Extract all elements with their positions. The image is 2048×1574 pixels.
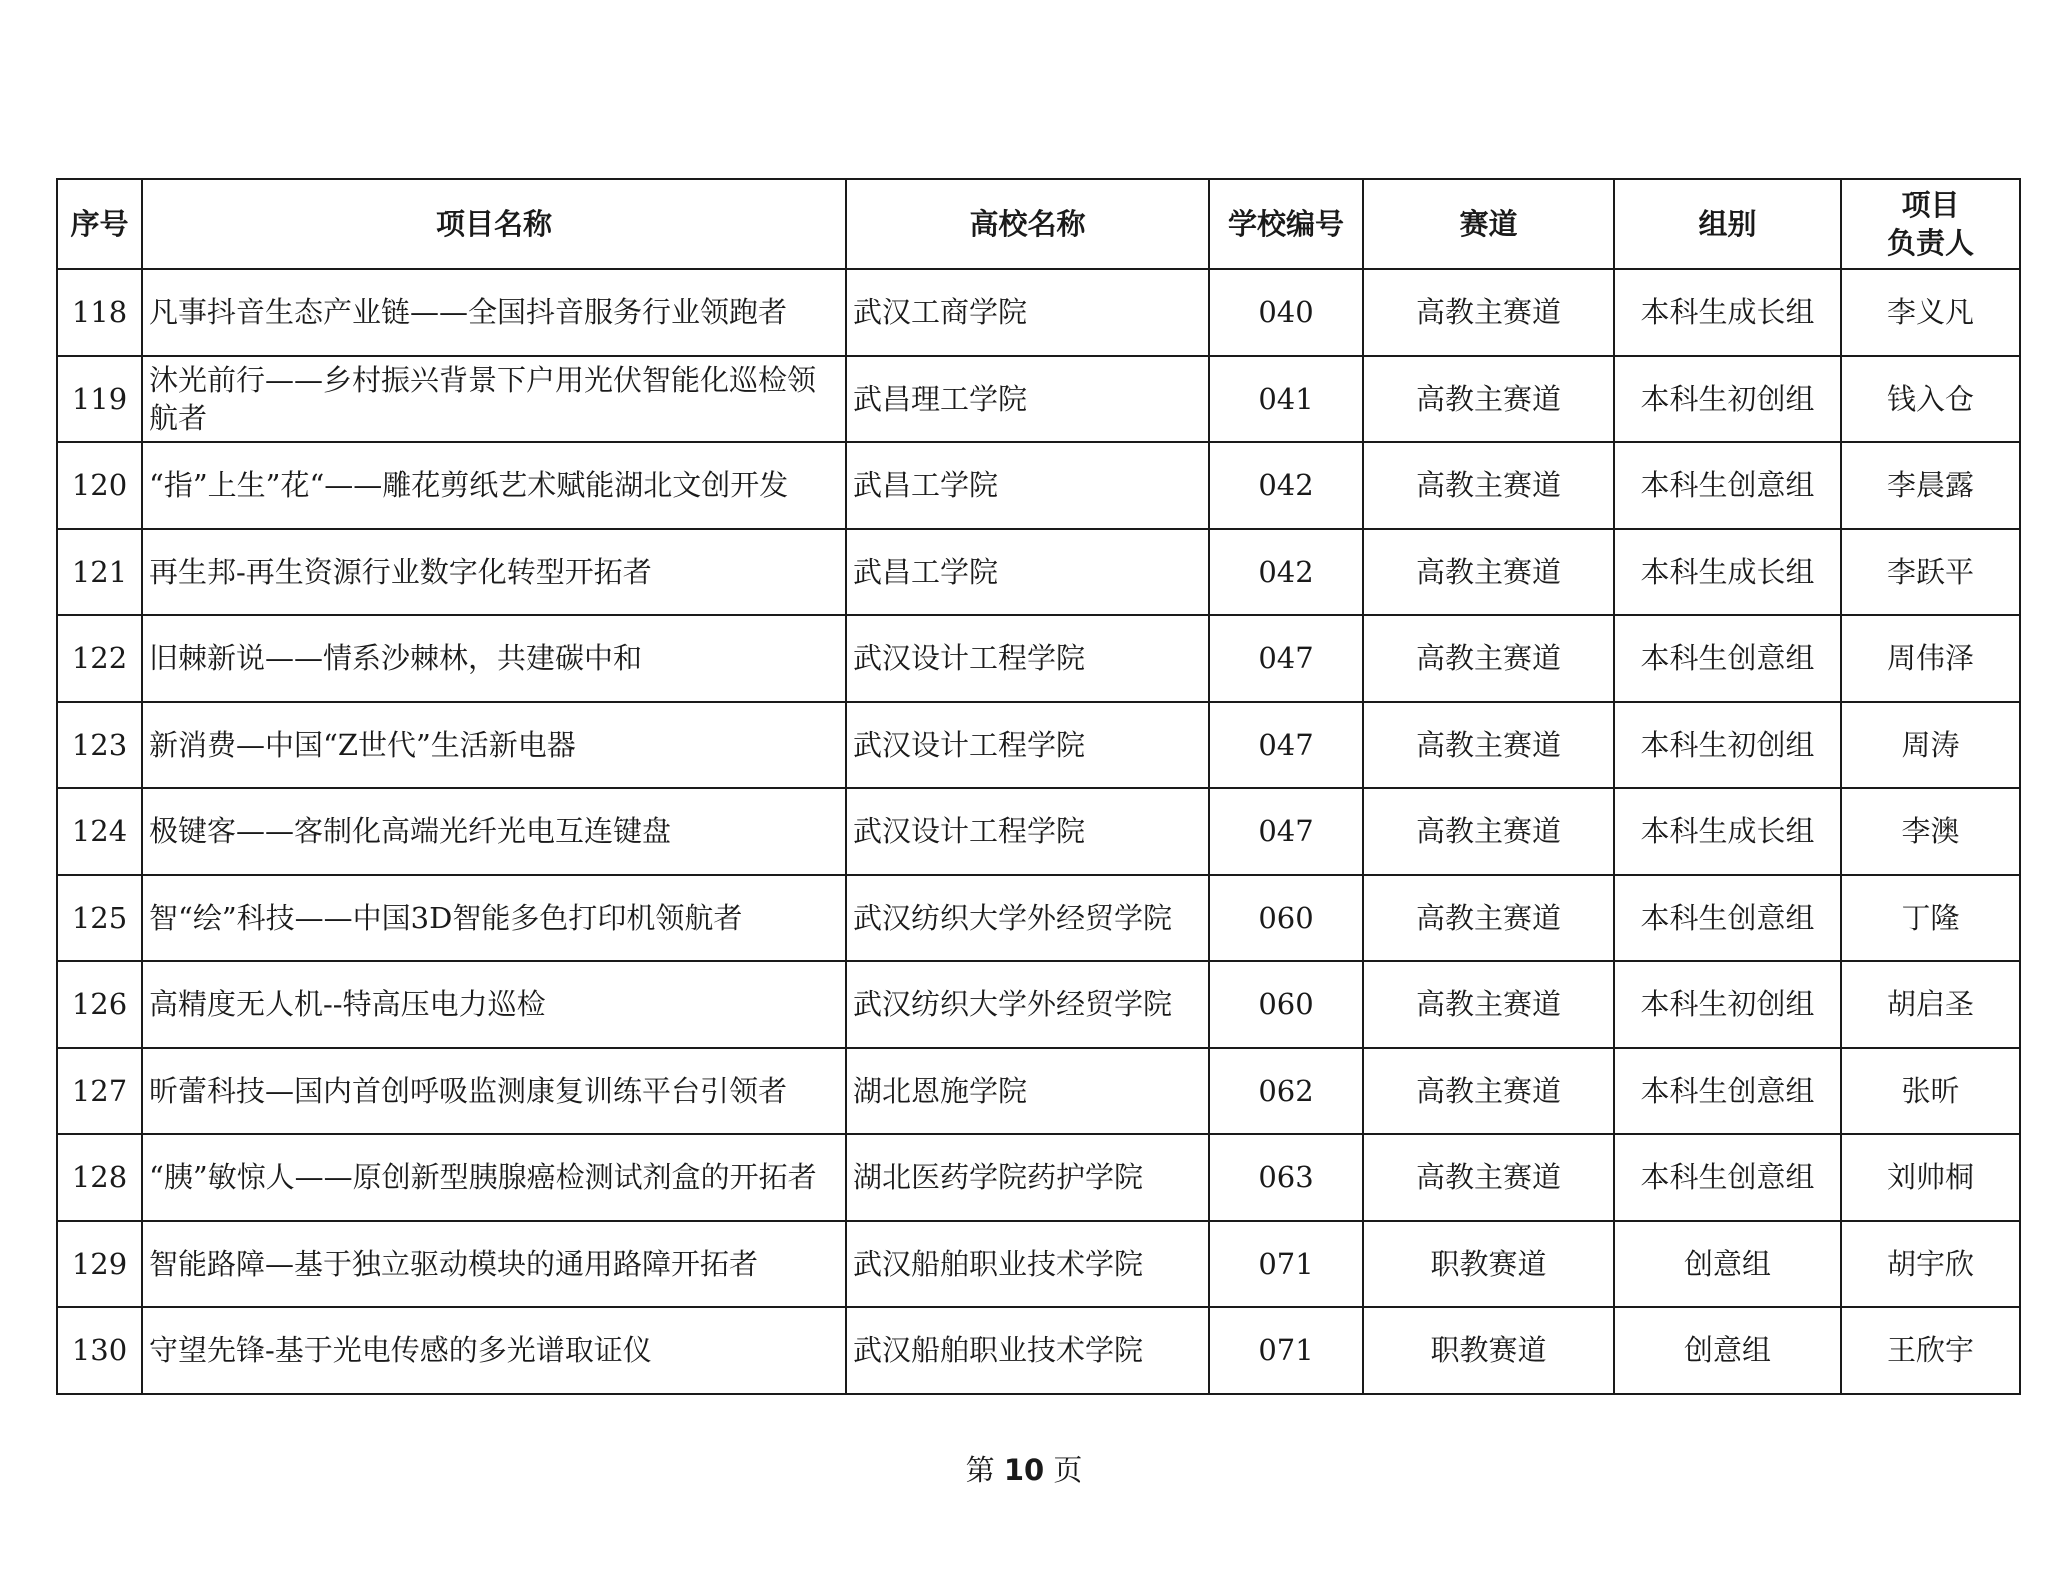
cell-group: 本科生创意组 [1614,1048,1841,1135]
cell-leader: 李澳 [1841,788,2020,875]
cell-track: 高教主赛道 [1363,1048,1614,1135]
footer-prefix: 第 [965,1453,995,1487]
cell-leader: 周涛 [1841,702,2020,789]
cell-project-name: 极键客——客制化高端光纤光电互连键盘 [142,788,846,875]
table-row [57,1221,2020,1308]
cell-track: 高教主赛道 [1363,788,1614,875]
table-row [57,1134,2020,1221]
table-row [57,615,2020,702]
header-school-name: 高校名称 [846,179,1209,269]
cell-school-name: 武昌理工学院 [846,356,1209,443]
cell-track: 高教主赛道 [1363,961,1614,1048]
cell-school-code: 060 [1209,875,1363,962]
cell-school-code: 071 [1209,1221,1363,1308]
table-row [57,875,2020,962]
cell-seq: 122 [57,615,142,702]
cell-track: 职教赛道 [1363,1307,1614,1394]
cell-leader: 胡启圣 [1841,961,2020,1048]
cell-leader: 胡宇欣 [1841,1221,2020,1308]
cell-project-name: 高精度无人机--特高压电力巡检 [142,961,846,1048]
cell-project-name: 凡事抖音生态产业链——全国抖音服务行业领跑者 [142,269,846,356]
cell-track: 高教主赛道 [1363,615,1614,702]
page-number: 10 [1003,1453,1045,1487]
cell-school-code: 047 [1209,702,1363,789]
cell-school-name: 湖北恩施学院 [846,1048,1209,1135]
cell-seq: 119 [57,356,142,443]
cell-group: 本科生创意组 [1614,615,1841,702]
cell-track: 高教主赛道 [1363,702,1614,789]
cell-leader: 李晨露 [1841,442,2020,529]
cell-track: 高教主赛道 [1363,1134,1614,1221]
table-row [57,529,2020,616]
cell-project-name: “胰”敏惊人——原创新型胰腺癌检测试剂盒的开拓者 [142,1134,846,1221]
table-row [57,961,2020,1048]
cell-project-name: 再生邦-再生资源行业数字化转型开拓者 [142,529,846,616]
cell-school-code: 041 [1209,356,1363,443]
cell-group: 本科生创意组 [1614,1134,1841,1221]
cell-school-name: 湖北医药学院药护学院 [846,1134,1209,1221]
cell-group: 本科生成长组 [1614,529,1841,616]
header-track: 赛道 [1363,179,1614,269]
cell-seq: 120 [57,442,142,529]
cell-project-name: 昕蕾科技—国内首创呼吸监测康复训练平台引领者 [142,1048,846,1135]
header-school-code: 学校编号 [1209,179,1363,269]
cell-group: 本科生初创组 [1614,961,1841,1048]
cell-leader: 张昕 [1841,1048,2020,1135]
cell-project-name: 新消费—中国“Z世代”生活新电器 [142,702,846,789]
cell-group: 本科生成长组 [1614,269,1841,356]
cell-school-name: 武汉工商学院 [846,269,1209,356]
cell-project-name: “指”上生”花“——雕花剪纸艺术赋能湖北文创开发 [142,442,846,529]
cell-group: 创意组 [1614,1307,1841,1394]
header-leader-line1: 项目 [1901,188,1960,222]
cell-school-name: 武汉纺织大学外经贸学院 [846,961,1209,1048]
table-row [57,269,2020,356]
header-row [57,179,2020,269]
cell-leader: 李义凡 [1841,269,2020,356]
table-row [57,356,2020,443]
cell-seq: 130 [57,1307,142,1394]
cell-school-name: 武汉设计工程学院 [846,788,1209,875]
table-row [57,788,2020,875]
cell-leader: 李跃平 [1841,529,2020,616]
cell-seq: 128 [57,1134,142,1221]
cell-track: 高教主赛道 [1363,529,1614,616]
header-seq: 序号 [57,179,142,269]
cell-project-name: 智“绘”科技——中国3D智能多色打印机领航者 [142,875,846,962]
table-row [57,1307,2020,1394]
header-leader [1841,179,2020,269]
cell-project-name: 旧棘新说——情系沙棘林，共建碳中和 [142,615,846,702]
cell-school-code: 062 [1209,1048,1363,1135]
cell-track: 高教主赛道 [1363,442,1614,529]
cell-school-code: 047 [1209,788,1363,875]
cell-seq: 126 [57,961,142,1048]
header-group: 组别 [1614,179,1841,269]
cell-school-name: 武汉纺织大学外经贸学院 [846,875,1209,962]
cell-school-name: 武汉船舶职业技术学院 [846,1221,1209,1308]
cell-school-name: 武昌工学院 [846,529,1209,616]
cell-group: 本科生成长组 [1614,788,1841,875]
table-row [57,442,2020,529]
cell-school-code: 042 [1209,529,1363,616]
cell-school-name: 武汉设计工程学院 [846,615,1209,702]
cell-group: 创意组 [1614,1221,1841,1308]
cell-school-name: 武昌工学院 [846,442,1209,529]
cell-school-code: 040 [1209,269,1363,356]
cell-project-name: 沐光前行——乡村振兴背景下户用光伏智能化巡检领航者 [142,356,846,443]
header-project-name: 项目名称 [142,179,846,269]
table-row [57,1048,2020,1135]
page-footer [0,1448,2048,1489]
cell-track: 职教赛道 [1363,1221,1614,1308]
project-table [56,178,2021,1395]
cell-group: 本科生创意组 [1614,875,1841,962]
cell-leader: 周伟泽 [1841,615,2020,702]
header-leader-line2: 负责人 [1886,226,1974,260]
cell-school-name: 武汉设计工程学院 [846,702,1209,789]
cell-seq: 125 [57,875,142,962]
cell-school-name: 武汉船舶职业技术学院 [846,1307,1209,1394]
cell-track: 高教主赛道 [1363,875,1614,962]
footer-suffix: 页 [1053,1453,1083,1487]
cell-project-name: 守望先锋-基于光电传感的多光谱取证仪 [142,1307,846,1394]
cell-seq: 123 [57,702,142,789]
cell-school-code: 042 [1209,442,1363,529]
cell-project-name: 智能路障—基于独立驱动模块的通用路障开拓者 [142,1221,846,1308]
cell-track: 高教主赛道 [1363,269,1614,356]
cell-seq: 129 [57,1221,142,1308]
cell-school-code: 071 [1209,1307,1363,1394]
cell-group: 本科生创意组 [1614,442,1841,529]
cell-leader: 刘帅桐 [1841,1134,2020,1221]
table-row [57,702,2020,789]
cell-seq: 124 [57,788,142,875]
cell-group: 本科生初创组 [1614,702,1841,789]
cell-seq: 121 [57,529,142,616]
cell-leader: 钱入仓 [1841,356,2020,443]
cell-seq: 127 [57,1048,142,1135]
cell-school-code: 047 [1209,615,1363,702]
cell-track: 高教主赛道 [1363,356,1614,443]
cell-group: 本科生初创组 [1614,356,1841,443]
cell-seq: 118 [57,269,142,356]
cell-school-code: 060 [1209,961,1363,1048]
cell-leader: 丁隆 [1841,875,2020,962]
cell-leader: 王欣宇 [1841,1307,2020,1394]
cell-school-code: 063 [1209,1134,1363,1221]
